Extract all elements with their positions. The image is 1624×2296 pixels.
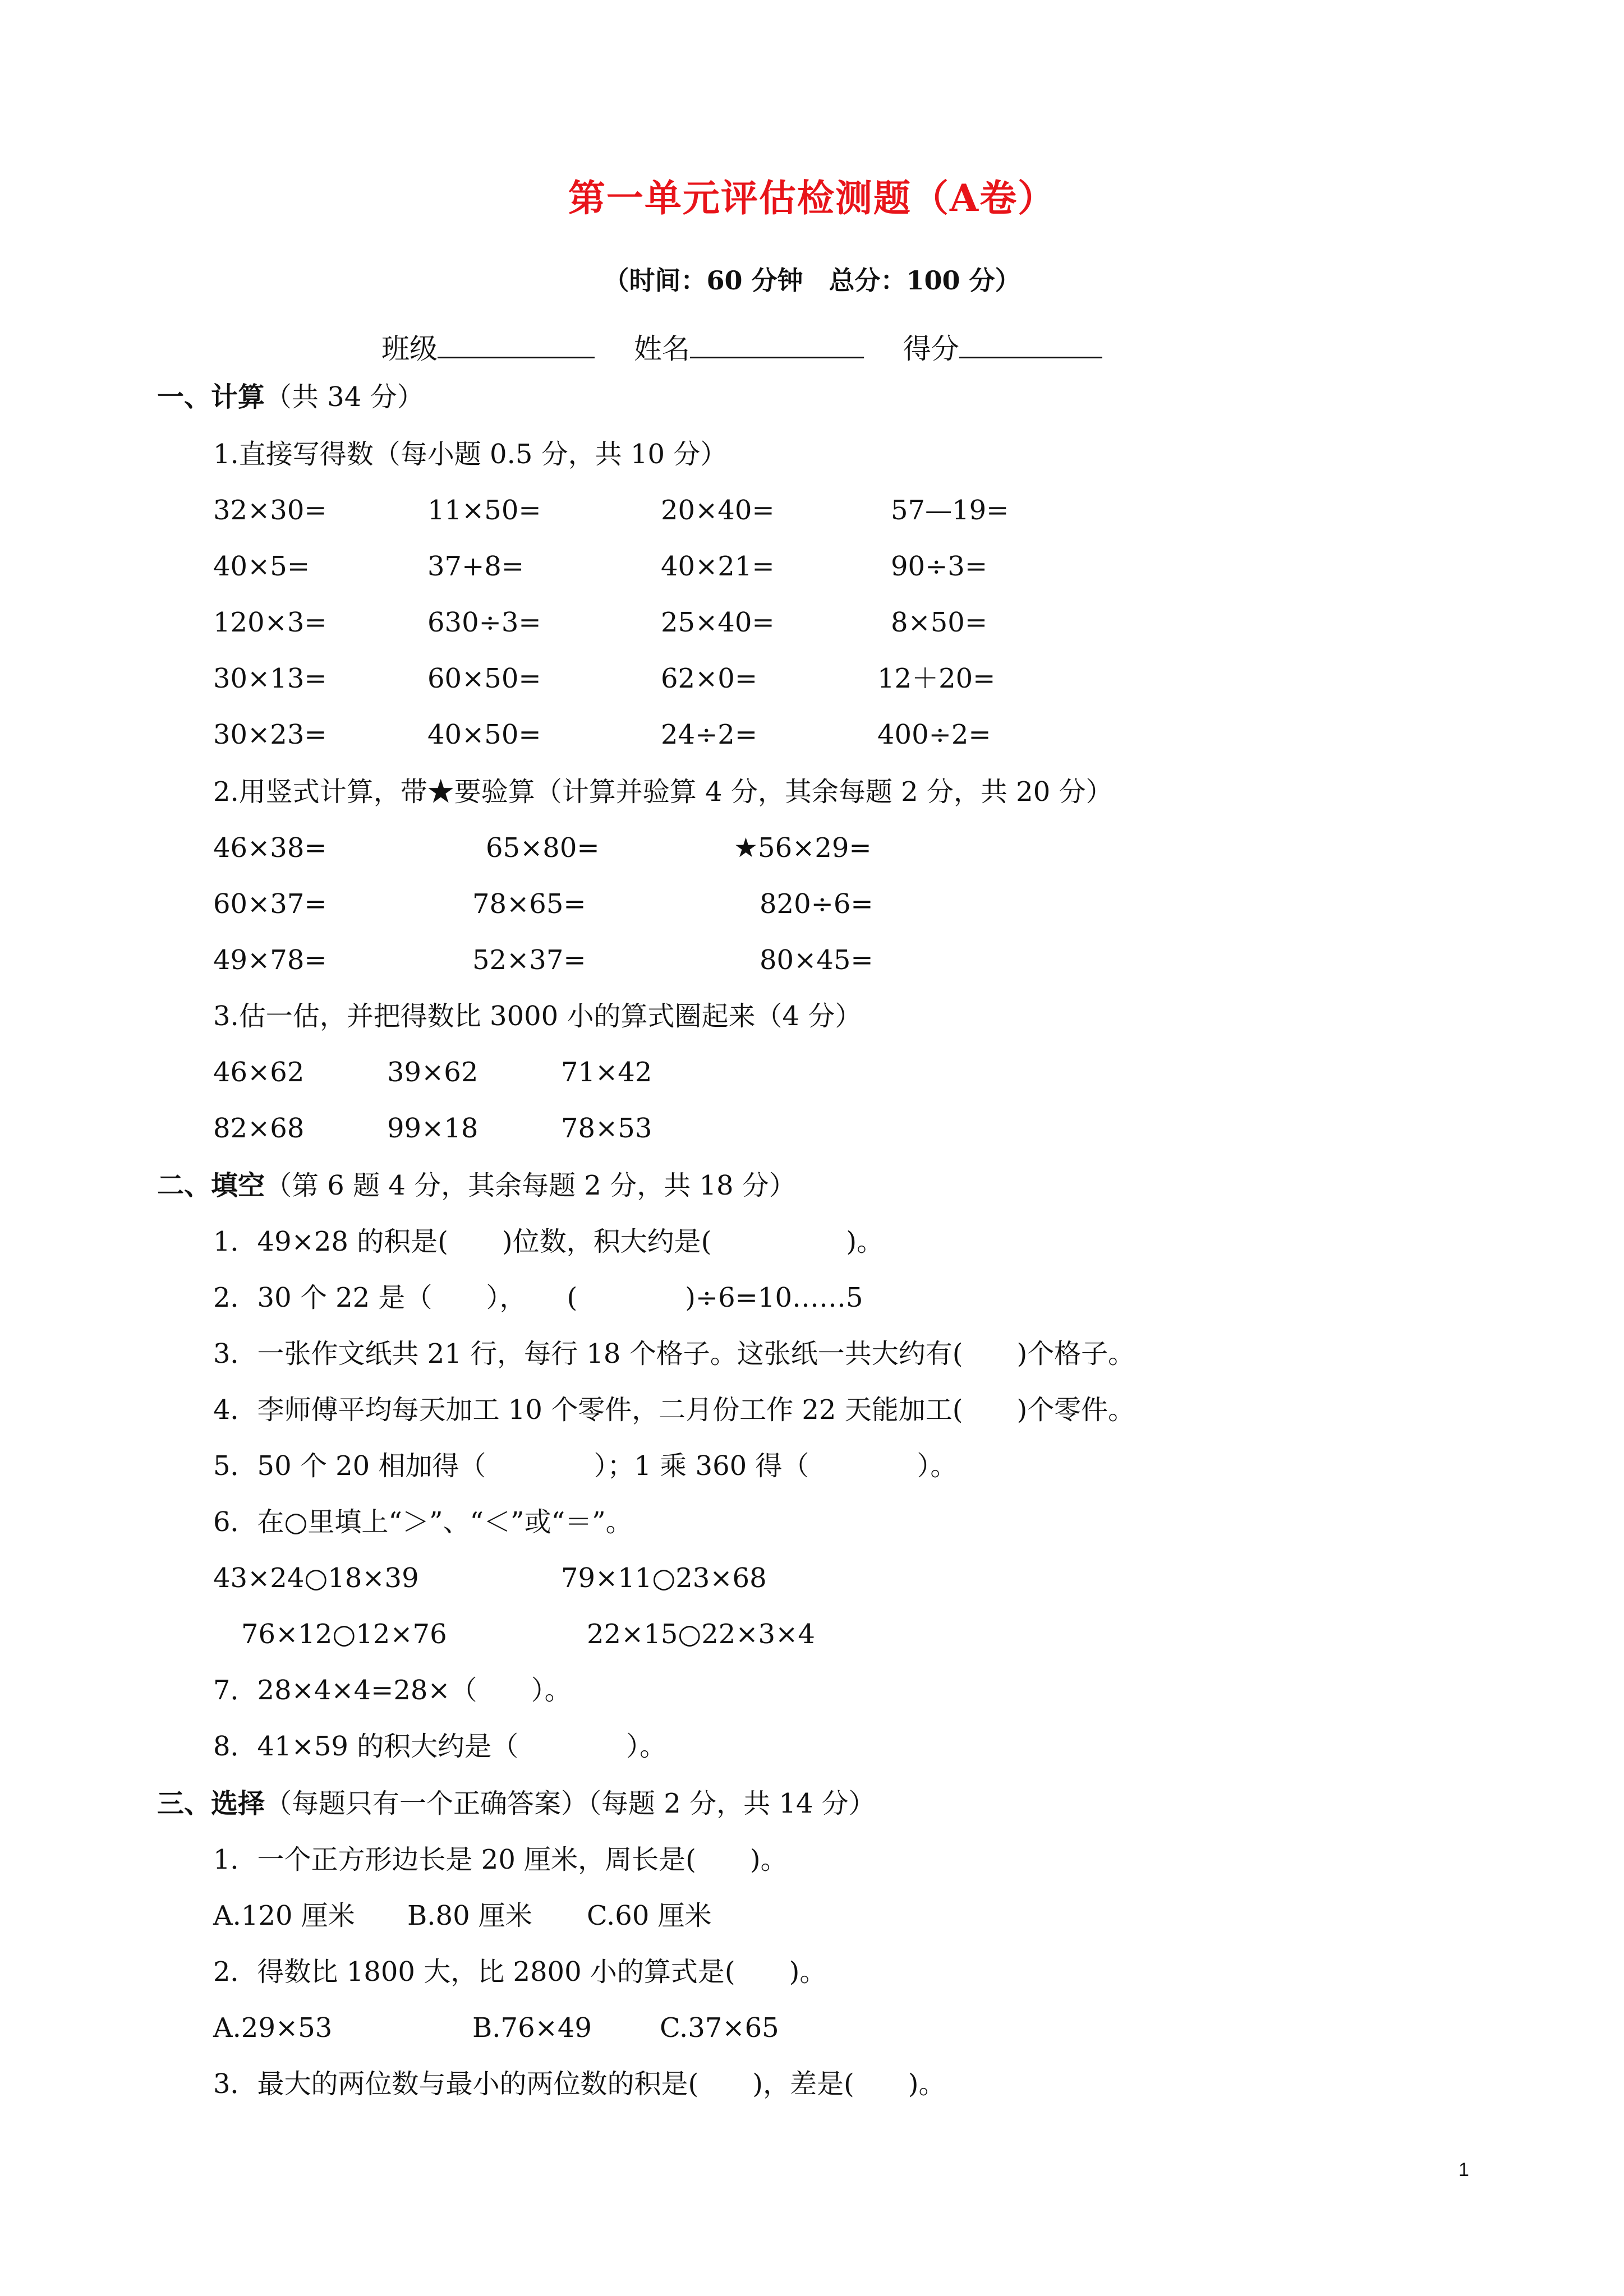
compare-item: 43×24○18×39 bbox=[213, 1562, 419, 1594]
section-3-title: 三、选择 bbox=[157, 1788, 265, 1819]
exam-meta: （时间：60 分钟 总分：100 分） bbox=[603, 265, 1021, 296]
class-blank[interactable] bbox=[438, 332, 595, 358]
choice-question-3: 3．最大的两位数与最小的两位数的积是( )，差是( )。 bbox=[213, 2068, 946, 2100]
choice-option[interactable]: B.76×49 bbox=[472, 2012, 592, 2044]
section-3-note: （每题只有一个正确答案）（每题 2 分，共 14 分） bbox=[265, 1788, 876, 1819]
name-field bbox=[634, 326, 864, 367]
q1-item: 8×50= bbox=[891, 607, 988, 638]
choice-option[interactable]: B.80 厘米 bbox=[407, 1900, 532, 1931]
fill-question-1: 1．49×28 的积是( )位数，积大约是( )。 bbox=[213, 1226, 884, 1257]
fill-question-6: 6．在○里填上“＞”、“＜”或“＝”。 bbox=[213, 1506, 633, 1538]
q2-item: 65×80= bbox=[486, 832, 600, 864]
section-2-note: （第 6 题 4 分，其余每题 2 分，共 18 分） bbox=[265, 1170, 796, 1201]
choice-option[interactable]: C.60 厘米 bbox=[587, 1900, 712, 1931]
score-blank[interactable] bbox=[959, 332, 1102, 358]
q3-item: 39×62 bbox=[387, 1057, 479, 1088]
q2-item: 820÷6= bbox=[760, 888, 873, 920]
choice-question-2: 2．得数比 1800 大，比 2800 小的算式是( )。 bbox=[213, 1956, 827, 1988]
q1-item: 90÷3= bbox=[891, 551, 988, 582]
q2-item: 52×37= bbox=[472, 944, 586, 976]
fill-question-3: 3．一张作文纸共 21 行，每行 18 个格子。这张纸一共大约有( )个格子。 bbox=[213, 1338, 1135, 1370]
page-title: 第一单元评估检测题（A卷） bbox=[568, 176, 1056, 220]
q2-item: 80×45= bbox=[760, 944, 873, 976]
q1-item: 40×5= bbox=[213, 551, 310, 582]
q1-item: 30×13= bbox=[213, 663, 327, 694]
q2-item: 49×78= bbox=[213, 944, 327, 976]
q3-heading: 3.估一估，并把得数比 3000 小的算式圈起来（4 分） bbox=[213, 1001, 862, 1032]
q3-item: 46×62 bbox=[213, 1057, 305, 1088]
q2-item: 60×37= bbox=[213, 888, 327, 920]
choice-option[interactable]: A.29×53 bbox=[213, 2012, 333, 2044]
choice-option[interactable]: C.37×65 bbox=[660, 2012, 779, 2044]
q3-item: 82×68 bbox=[213, 1113, 305, 1144]
section-1-title: 一、计算 bbox=[157, 381, 265, 413]
page-number: 1 bbox=[1459, 2159, 1469, 2180]
choice-question-1: 1．一个正方形边长是 20 厘米，周长是( )。 bbox=[213, 1844, 788, 1875]
compare-item: 79×11○23×68 bbox=[561, 1562, 767, 1594]
student-info bbox=[381, 326, 1133, 367]
name-label: 姓名 bbox=[633, 333, 690, 365]
class-field bbox=[381, 326, 595, 367]
fill-question-7: 7．28×4×4=28×（ ）。 bbox=[213, 1675, 572, 1706]
fill-question-4: 4．李师傅平均每天加工 10 个零件，二月份工作 22 天能加工( )个零件。 bbox=[213, 1394, 1135, 1426]
fill-question-2: 2．30 个 22 是（ ）， ( )÷6=10……5 bbox=[213, 1282, 863, 1313]
q3-item: 71×42 bbox=[561, 1057, 652, 1088]
q2-item: 78×65= bbox=[472, 888, 586, 920]
q1-item: 630÷3= bbox=[427, 607, 541, 638]
compare-item: 76×12○12×76 bbox=[241, 1619, 447, 1650]
score-label: 得分 bbox=[903, 333, 959, 365]
choice-option[interactable]: A.120 厘米 bbox=[213, 1900, 355, 1931]
q1-item: 12＋20= bbox=[877, 663, 996, 694]
q1-heading: 1.直接写得数（每小题 0.5 分，共 10 分） bbox=[213, 439, 728, 470]
q1-item: 24÷2= bbox=[661, 719, 758, 750]
section-2-title: 二、填空 bbox=[157, 1170, 265, 1201]
section-1-note: （共 34 分） bbox=[265, 381, 424, 413]
q1-item: 11×50= bbox=[427, 495, 541, 526]
score-field bbox=[903, 326, 1102, 367]
q2-item: 46×38= bbox=[213, 832, 327, 864]
q1-item: 57—19= bbox=[891, 495, 1009, 526]
q1-item: 400÷2= bbox=[877, 719, 991, 750]
q1-item: 37+8= bbox=[427, 551, 525, 582]
q1-item: 30×23= bbox=[213, 719, 327, 750]
q3-item: 99×18 bbox=[387, 1113, 479, 1144]
q3-item: 78×53 bbox=[561, 1113, 652, 1144]
q2-heading: 2.用竖式计算，带★要验算（计算并验算 4 分，其余每题 2 分，共 20 分） bbox=[213, 776, 1113, 808]
q2-item: ★56×29= bbox=[734, 832, 872, 864]
name-blank[interactable] bbox=[690, 332, 864, 358]
q1-item: 25×40= bbox=[661, 607, 775, 638]
q1-item: 120×3= bbox=[213, 607, 327, 638]
q1-item: 32×30= bbox=[213, 495, 327, 526]
q1-item: 60×50= bbox=[427, 663, 541, 694]
q1-item: 62×0= bbox=[661, 663, 758, 694]
q1-item: 40×21= bbox=[661, 551, 775, 582]
section-2-heading bbox=[157, 1172, 796, 1199]
q1-item: 40×50= bbox=[427, 719, 541, 750]
section-1-heading bbox=[157, 381, 424, 413]
fill-question-5: 5．50 个 20 相加得（ ）；1 乘 360 得（ ）。 bbox=[213, 1450, 958, 1482]
q1-item: 20×40= bbox=[661, 495, 775, 526]
class-label: 班级 bbox=[381, 333, 438, 365]
section-3-heading bbox=[157, 1790, 876, 1817]
compare-item: 22×15○22×3×4 bbox=[587, 1619, 815, 1650]
fill-question-8: 8．41×59 的积大约是（ ）。 bbox=[213, 1731, 667, 1762]
